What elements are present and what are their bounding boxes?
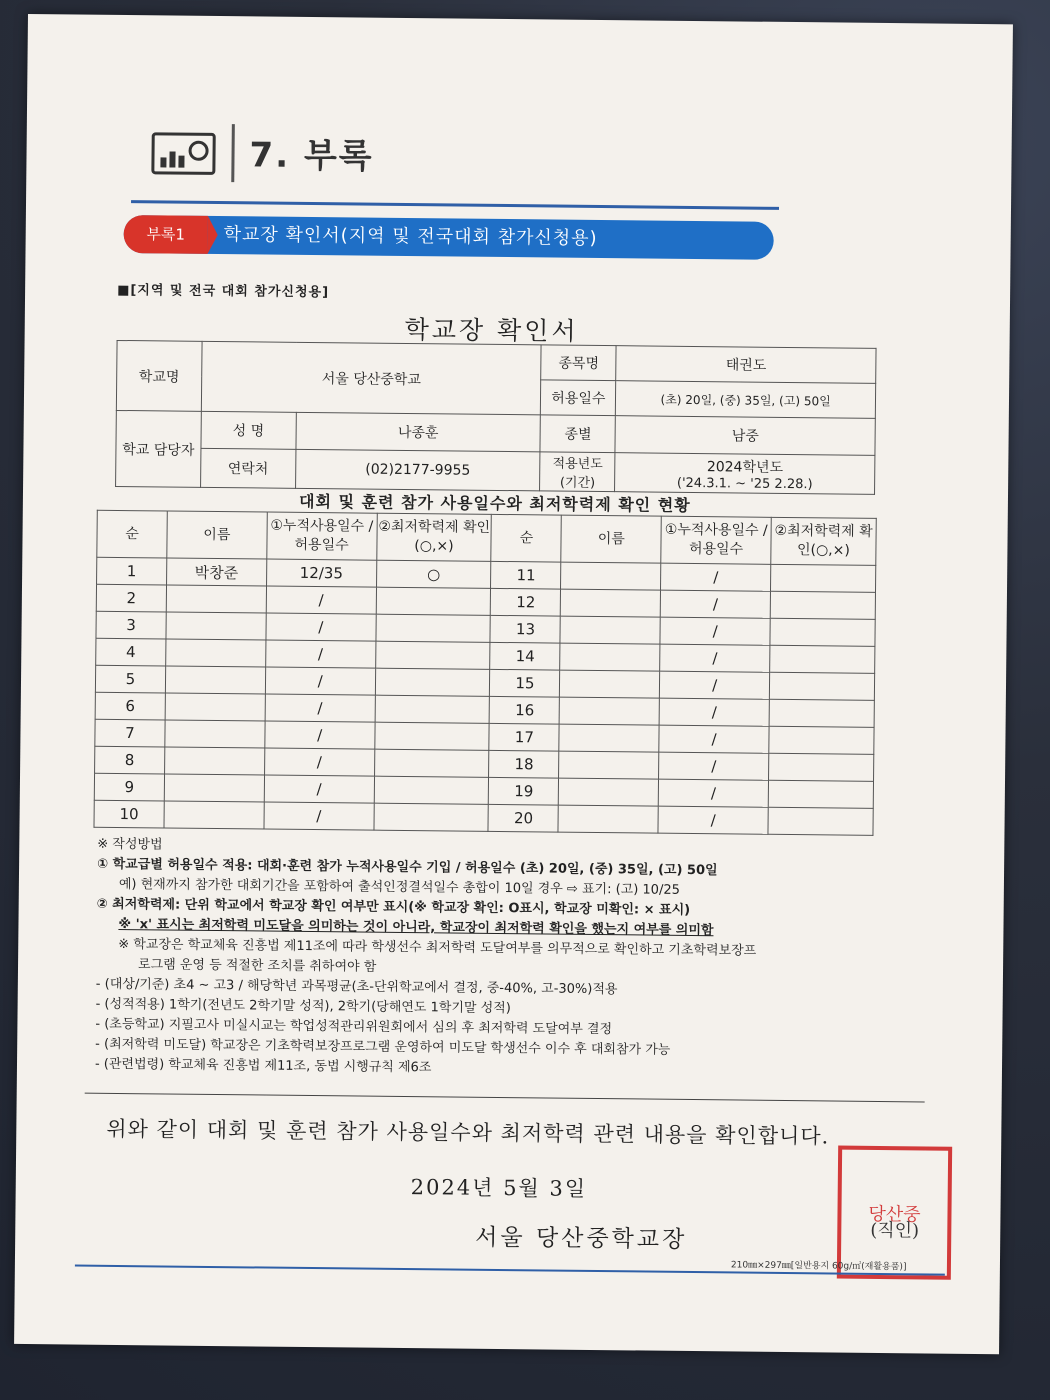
contact-label: 연락처 — [200, 448, 295, 488]
name-label: 성 명 — [201, 411, 296, 449]
year-value: 2024학년도 — [706, 458, 784, 476]
grid-cell-name1 — [164, 774, 264, 802]
grid-title: 대회 및 훈련 참가 사용일수와 최저학력제 확인 현황 — [299, 491, 691, 515]
grid-cell-name1 — [164, 801, 264, 829]
grid-cell-n2: 15 — [490, 669, 560, 697]
grid-cell-ok1: ○ — [376, 560, 491, 588]
detail-4: - (최저학력 미도달) 학교장은 기초학력보장프로그램 운영하여 미도달 학생선수 이수 후 대회참가 가능 — [95, 1036, 671, 1058]
year-period: ('24.3.1. ~ '25 2.28.) — [676, 475, 813, 492]
grid-cell-days1: / — [265, 640, 375, 668]
appendix-tag: 부록1 — [124, 215, 208, 254]
grid-cell-n2: 11 — [491, 561, 561, 589]
grid-cell-days1: 12/35 — [266, 559, 376, 587]
grid-cell-days2: / — [661, 563, 771, 591]
grid-cell-name1 — [166, 639, 266, 667]
grid-cell-days2: / — [658, 806, 768, 834]
report-icon — [151, 132, 215, 175]
note-1: ① 학교급별 허용일수 적용: 대회·훈련 참가 누적사용일수 기입 / 허용일수 (초) 20일, (중) 35일, (고) 50일 — [97, 856, 718, 879]
grid-cell-name2 — [561, 562, 661, 590]
grid-cell-days2: / — [659, 698, 769, 726]
grid-cell-ok1 — [376, 614, 491, 642]
note-2b: ※ 학교장은 학교체육 진흥법 제11조에 따라 학생선수 최저학력 도달여부를 의무적으로 확인하고 기초학력보장프 — [118, 936, 757, 959]
section-header — [131, 118, 782, 215]
grid-cell-ok1 — [375, 641, 490, 669]
grid-cell-days2: / — [660, 644, 770, 672]
grid-cell-n2: 14 — [490, 642, 560, 670]
detail-1: - (대상/기준) 초4 ~ 고3 / 해당학년 과목평균(초-단위학교에서 결정, 중-40%, 고-30%)적용 — [95, 976, 618, 998]
seal-text: 당산중 — [868, 1203, 921, 1225]
grid-cell-name2 — [561, 589, 661, 617]
grid-cell-ok2 — [768, 780, 873, 808]
grid-cell-name2 — [560, 670, 660, 698]
detail-3: - (초등학교) 지필고사 미실시교는 학업성적관리위원회에서 심의 후 최저학력 도달여부 결정 — [95, 1016, 613, 1038]
grid-cell-n1: 7 — [95, 719, 165, 747]
grid-cell-days2: / — [659, 725, 769, 753]
grid-header-2: ①누적사용일수 /허용일수 — [267, 512, 377, 560]
appendix-title: 학교장 확인서(지역 및 전국대회 참가신청용) — [223, 224, 598, 249]
grid-header-1: 이름 — [167, 511, 267, 559]
category-label: 종별 — [540, 415, 615, 453]
grid-header-5: 이름 — [561, 515, 661, 563]
confirmation-text: 위와 같이 대회 및 훈련 참가 사용일수와 최저학력 관련 내용을 확인합니다. — [106, 1116, 830, 1149]
allowed-label: 허용일수 — [541, 380, 616, 416]
info-table — [115, 340, 876, 495]
grid-cell-n1: 9 — [94, 773, 164, 801]
year-cell — [615, 453, 875, 495]
grid-cell-n1: 1 — [97, 557, 167, 585]
grid-header-0: 순 — [97, 510, 167, 558]
grid-cell-ok2 — [771, 564, 876, 592]
grid-header-3: ②최저학력제 확인(○,×) — [376, 513, 491, 561]
detail-5: - (관련법령) 학교체육 진흥법 제11조, 동법 시행규칙 제6조 — [94, 1056, 432, 1076]
grid-cell-name1 — [165, 666, 265, 694]
grid-cell-n1: 10 — [94, 800, 164, 828]
grid-cell-ok1 — [375, 695, 490, 723]
grid-cell-ok2 — [770, 591, 875, 619]
grid-cell-ok1 — [376, 587, 491, 615]
name-value: 나종훈 — [296, 412, 541, 452]
grid-cell-n1: 8 — [95, 746, 165, 774]
category-value: 남중 — [615, 416, 875, 456]
section-title: 7. 부록 — [249, 135, 374, 177]
signer: 서울 당산중학교장 — [475, 1224, 688, 1253]
year-label: 적용년도 (기간) — [540, 452, 615, 492]
grid-cell-n1: 2 — [96, 584, 166, 612]
grid-cell-name1 — [165, 693, 265, 721]
grid-cell-name1 — [166, 585, 266, 613]
grid-cell-days2: / — [660, 590, 770, 618]
grid-cell-name2 — [559, 697, 659, 725]
grid-cell-name2 — [559, 751, 659, 779]
grid-cell-n2: 18 — [489, 750, 559, 778]
notes-heading: ※ 작성방법 — [97, 836, 163, 853]
grid-cell-n2: 17 — [489, 723, 559, 751]
grid-cell-days1: / — [265, 694, 375, 722]
grid-cell-days1: / — [264, 802, 374, 830]
grid-cell-name2 — [559, 778, 659, 806]
grid-cell-n2: 12 — [491, 588, 561, 616]
form-caption: ■[지역 및 전국 대회 참가신청용] — [117, 282, 330, 301]
grid-cell-name1 — [164, 747, 264, 775]
grid-cell-days1: / — [266, 613, 376, 641]
document-page — [14, 14, 1013, 1354]
grid-cell-ok1 — [374, 722, 489, 750]
grid-cell-ok2 — [770, 645, 875, 673]
grid-cell-days1: / — [265, 667, 375, 695]
grid-cell-ok2 — [769, 753, 874, 781]
grid-cell-n1: 6 — [95, 692, 165, 720]
seal-label: (직인) — [870, 1219, 920, 1242]
grid-cell-n1: 4 — [96, 638, 166, 666]
grid-cell-ok2 — [769, 672, 874, 700]
grid-cell-ok1 — [374, 776, 489, 804]
manager-label: 학교 담당자 — [116, 410, 202, 487]
grid-cell-n1: 3 — [96, 611, 166, 639]
grid-cell-days2: / — [660, 671, 770, 699]
grid-cell-ok1 — [374, 749, 489, 777]
sport-label: 종목명 — [541, 345, 616, 381]
school-value: 서울 당산중학교 — [201, 341, 541, 415]
grid-cell-n1: 5 — [95, 665, 165, 693]
grid-cell-days1: / — [264, 748, 374, 776]
grid-cell-ok2 — [770, 618, 875, 646]
grid-cell-name1: 박창준 — [166, 558, 266, 586]
grid-cell-name2 — [560, 616, 660, 644]
grid-cell-name1 — [166, 612, 266, 640]
note-2a: ※ 'x' 표시는 최저학력 미도달을 의미하는 것이 아니라, 학교장이 최저학력 확인을 했는지 여부를 의미함 — [118, 916, 714, 939]
header-underline — [131, 200, 779, 210]
grid-cell-name1 — [165, 720, 265, 748]
grid-cell-ok2 — [768, 807, 873, 835]
school-label: 학교명 — [116, 340, 202, 411]
grid-cell-n2: 16 — [490, 696, 560, 724]
sport-value: 태권도 — [616, 346, 876, 384]
appendix-banner — [124, 215, 774, 260]
instructions — [95, 835, 917, 1084]
grid-header-6: ①누적사용일수 /허용일수 — [661, 516, 771, 564]
divider — [85, 1093, 925, 1103]
grid-cell-n2: 13 — [490, 615, 560, 643]
participation-grid — [93, 510, 876, 836]
issue-date: 2024년 5월 3일 — [410, 1175, 588, 1201]
paper-spec: 210㎜×297㎜[일반용지 60g/㎡(재활용품)] — [730, 1260, 907, 1273]
grid-cell-n2: 19 — [489, 777, 559, 805]
note-2c: 로그램 운영 등 적절한 조치를 취하여야 함 — [137, 957, 377, 975]
detail-2: - (성적적용) 1학기(전년도 2학기말 성적), 2학기(당해연도 1학기말 성적) — [95, 996, 511, 1017]
note-2: ② 최저학력제: 단위 학교에서 학교장 확인 여부만 표시(※ 학교장 확인: O표시, 학교장 미확인: × 표시) — [96, 896, 691, 918]
contact-value: (02)2177-9955 — [295, 449, 540, 491]
grid-header-4: 순 — [491, 514, 561, 562]
grid-cell-name2 — [558, 805, 658, 833]
document-title: 학교장 확인서 — [404, 314, 579, 346]
grid-cell-days2: / — [658, 779, 768, 807]
header-separator — [231, 124, 235, 182]
note-1-example: 예) 현재까지 참가한 대회기간을 포함하여 출석인정결석일수 총합이 10일 경우 ⇨ 표기: (고) 10/25 — [118, 876, 680, 898]
grid-cell-n2: 20 — [488, 804, 558, 832]
grid-cell-days1: / — [266, 586, 376, 614]
grid-cell-ok1 — [375, 668, 490, 696]
grid-cell-days2: / — [659, 752, 769, 780]
grid-header-7: ②최저학력제 확인(○,×) — [771, 517, 876, 565]
grid-cell-ok2 — [769, 726, 874, 754]
grid-cell-days2: / — [660, 617, 770, 645]
allowed-value: (초) 20일, (중) 35일, (고) 50일 — [616, 381, 876, 419]
grid-cell-name2 — [560, 643, 660, 671]
grid-cell-days1: / — [264, 775, 374, 803]
grid-cell-ok2 — [769, 699, 874, 727]
grid-cell-name2 — [559, 724, 659, 752]
grid-cell-ok1 — [374, 803, 489, 831]
grid-cell-days1: / — [265, 721, 375, 749]
